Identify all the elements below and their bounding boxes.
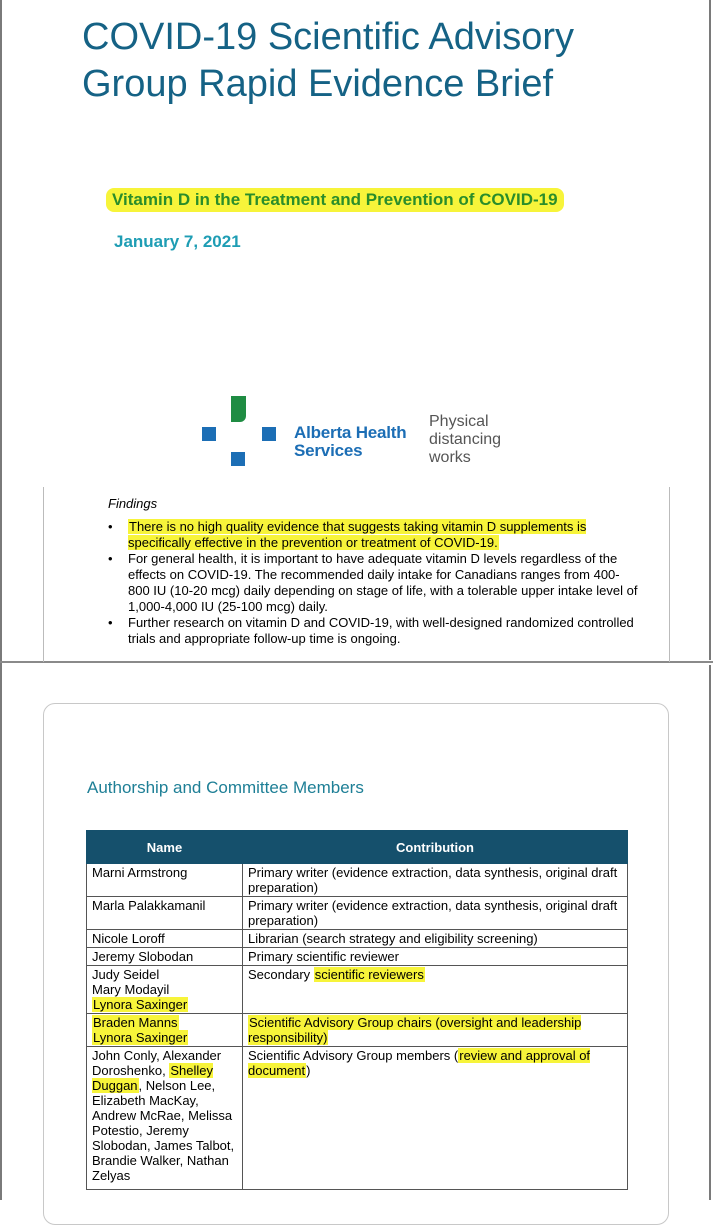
page-edge xyxy=(709,0,711,660)
column-header-name: Name xyxy=(87,831,243,864)
tagline-line: works xyxy=(429,449,471,466)
table-row xyxy=(87,930,628,948)
contribution-cell xyxy=(243,1014,628,1047)
page-edge xyxy=(0,0,2,1200)
logo-square xyxy=(231,452,245,466)
authorship-heading: Authorship and Committee Members xyxy=(87,778,364,797)
highlighted-text: Lynora Saxinger xyxy=(93,1030,188,1045)
highlighted-text: Shelley Duggan xyxy=(92,1063,213,1093)
table-row xyxy=(87,864,628,897)
contribution-text: ) xyxy=(306,1063,311,1078)
highlighted-text: There is no high quality evidence that suggests taking vitamin D supplements is specifically effective in the prevention or treatment of COVID-19. xyxy=(128,519,587,550)
person-name xyxy=(92,997,237,1012)
table-row xyxy=(87,1014,628,1047)
name-cell: Marni Armstrong xyxy=(87,864,243,897)
person-name xyxy=(92,1015,237,1030)
person-name: Mary Modayil xyxy=(92,982,170,997)
list-item: • For general health, it is important to have adequate vitamin D levels regardless of the effects on COVID-19. The recommended daily intake for Canadians ranges from 400-800 IU (10-20 mcg) daily depending on stage of life, with a tolerable upper intake level of 1,000-4,000 IU (25-100 mcg) daily. xyxy=(108,551,638,615)
names-text: , Nelson Lee, Elizabeth MacKay, Andrew McRae, Melissa Potestio, Jeremy Slobodan, James Talbot, Brandie Walker, Nathan Zelyas xyxy=(92,1078,235,1183)
person-name: Judy Seidel xyxy=(92,967,160,982)
table-row xyxy=(87,897,628,930)
contribution-cell: Primary writer (evidence extraction, data synthesis, original draft preparation) xyxy=(243,864,628,897)
name-cell: Marla Palakkamanil xyxy=(87,897,243,930)
table-header-row xyxy=(87,831,628,864)
ahs-logo-icon xyxy=(200,395,280,467)
names-text: John Conly, Alexander Doroshenko, xyxy=(92,1048,222,1078)
logo-tagline xyxy=(429,413,501,467)
name-cell xyxy=(87,1014,243,1047)
list-item: • Further research on vitamin D and COVID-19, with well-designed randomized controlled trials and appropriate follow-up time is ongoing. xyxy=(108,615,638,647)
highlighted-text: scientific reviewers xyxy=(314,967,424,982)
logo-org-line: Services xyxy=(294,441,363,460)
name-cell: Jeremy Slobodan xyxy=(87,948,243,966)
highlighted-text: review and approval of document xyxy=(248,1048,591,1078)
contribution-text: Scientific Advisory Group members ( xyxy=(248,1048,459,1063)
document-subtitle: Vitamin D in the Treatment and Prevention of COVID-19 xyxy=(106,188,564,212)
findings-list xyxy=(108,519,638,647)
table-row xyxy=(87,966,628,1014)
document-date: January 7, 2021 xyxy=(114,232,241,251)
tagline-line: distancing xyxy=(429,431,502,448)
contribution-cell xyxy=(243,1047,628,1190)
name-cell xyxy=(87,1047,243,1190)
logo-org-name xyxy=(294,424,406,460)
contribution-cell: Primary writer (evidence extraction, data synthesis, original draft preparation) xyxy=(243,897,628,930)
document-title: COVID-19 Scientific Advisory Group Rapid Evidence Brief xyxy=(82,16,575,105)
person-name xyxy=(92,1030,237,1045)
contribution-cell xyxy=(243,966,628,1014)
findings-heading: Findings xyxy=(108,496,158,511)
list-item xyxy=(108,519,638,551)
highlighted-text: Scientific Advisory Group chairs (oversight and leadership responsibility) xyxy=(248,1015,582,1045)
highlighted-text: Lynora Saxinger xyxy=(93,997,188,1012)
logo-green-bar xyxy=(231,396,246,422)
table-row xyxy=(87,948,628,966)
logo-square xyxy=(202,427,216,441)
contribution-cell: Primary scientific reviewer xyxy=(243,948,628,966)
contribution-text: Secondary xyxy=(248,967,314,982)
column-header-contribution: Contribution xyxy=(243,831,628,864)
logo-square xyxy=(262,427,276,441)
name-cell: Nicole Loroff xyxy=(87,930,243,948)
page-edge xyxy=(709,665,711,1200)
logo-org-line: Alberta Health xyxy=(294,423,407,442)
table-row xyxy=(87,1047,628,1190)
name-cell xyxy=(87,966,243,1014)
highlighted-text: Braden Manns xyxy=(93,1015,178,1030)
contribution-cell: Librarian (search strategy and eligibility screening) xyxy=(243,930,628,948)
authorship-table xyxy=(86,830,628,1190)
tagline-line: Physical xyxy=(429,413,489,430)
